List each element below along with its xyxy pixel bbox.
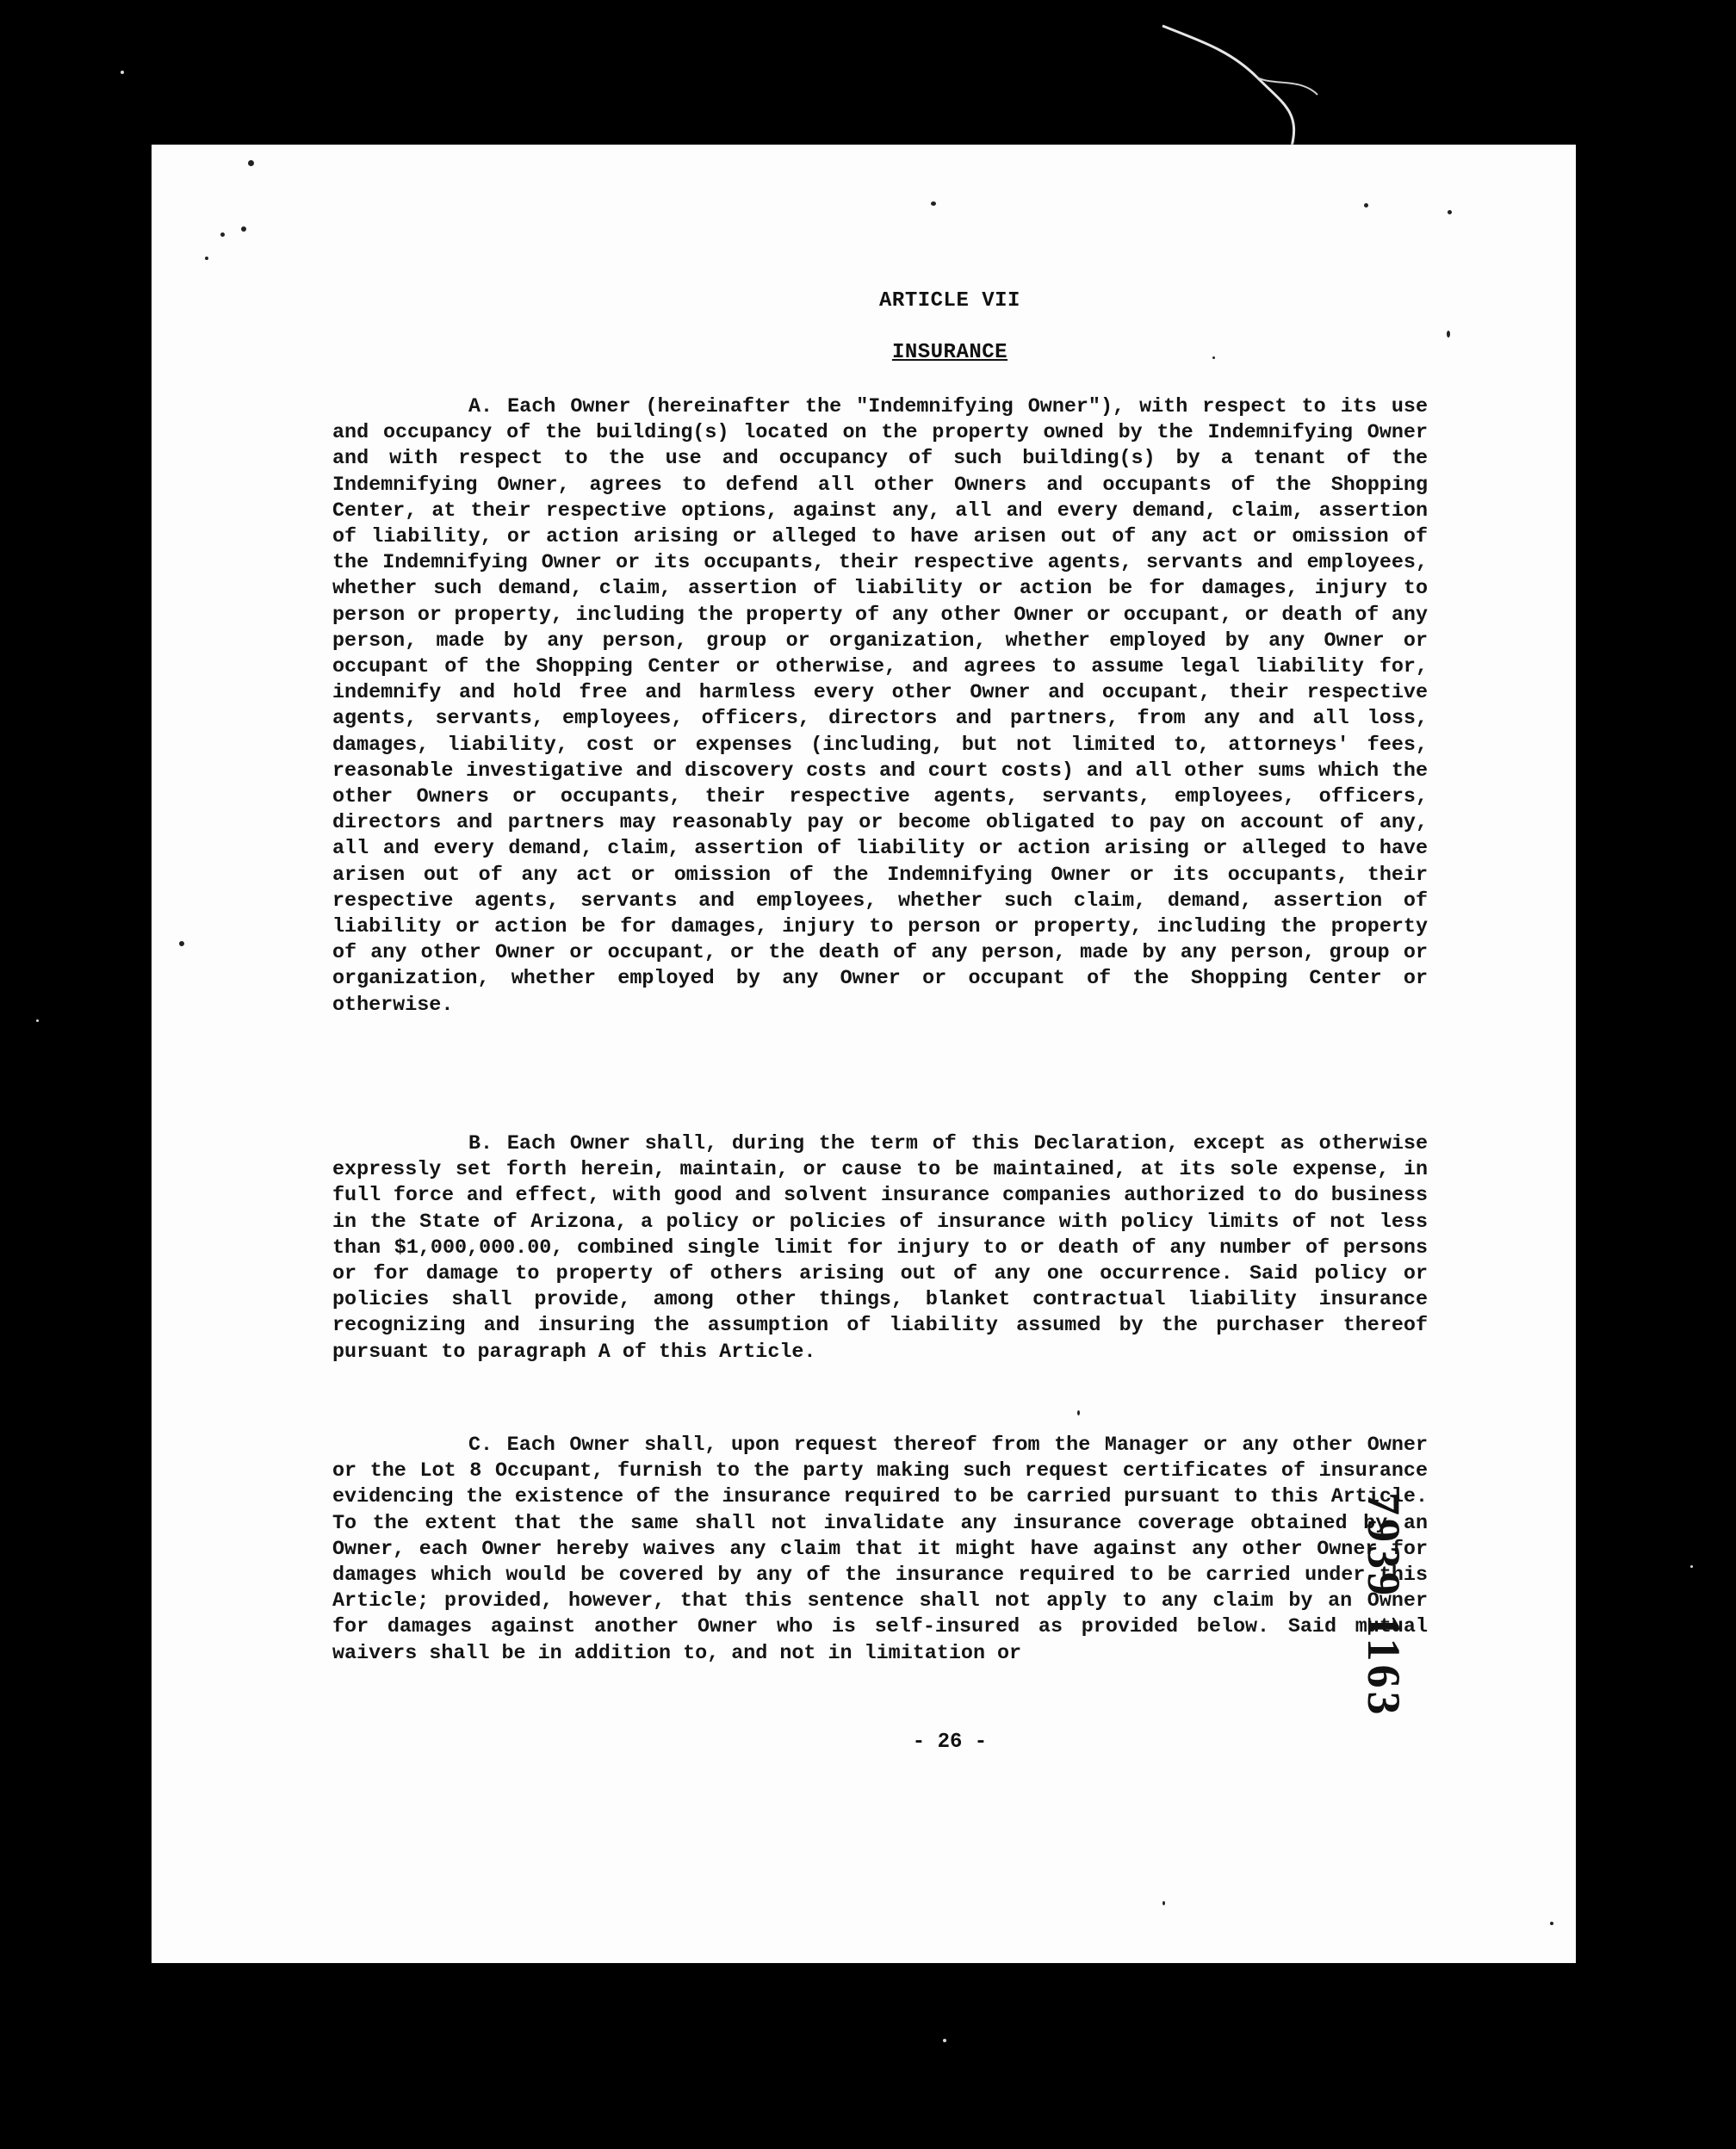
- paragraph-a: A. Each Owner (hereinafter the "Indemnifying Owner"), with respect to its use and occupancy of the building(s) located on the property owned by the Indemnifying Owner and with respect to the use and occupancy of such building(s) by a tenant of the Indemnifying Owner, agrees to defend all other Owners and occupants of the Shopping Center, at their respective options, against any, all and every demand, claim, assertion of liability, or action arising or alleged to have arisen out of any act or omission of the Indemnifying Owner or its occupants, their respective agents, servants and employees, whether such demand, claim, assertion of liability or action be for damages, injury to person or property, including the property of any other Owner or occupant, or death of any person, made by any person, group or organization, whether employed by any Owner or occupant of the Shopping Center or otherwise, and agrees to assume legal liability for, indemnify and hold free and harmless every other Owner and occupant, their respective agents, servants, employees, officers, directors and partners, from any and all loss, damages, liability, cost or expenses (including, but not limited to, attorneys' fees, reasonable investigative and discovery costs and court costs) and all other sums which the other Owners or occupants, their respective agents, servants, employees, officers, directors and partners may reasonably pay or become obligated to pay on account of any, all and every demand, claim, assertion of liability or action arising or alleged to have arisen out of any act or omission of the Indemnifying Owner or its occupants, their respective agents, servants and employees, whether such claim, demand, assertion of liability or action be for damages, injury to person or property, including the property of any other Owner or occupant, or the death of any person, made by any person, group or organization, whether employed by any Owner or occupant of the Shopping Center or otherwise.: [332, 396, 1428, 1017]
- scan-artifact-scratch: [1154, 17, 1326, 155]
- scan-speck: [36, 1019, 39, 1022]
- section-heading: INSURANCE: [891, 341, 1008, 364]
- scan-speck: [1364, 203, 1368, 207]
- scan-speck: [241, 226, 246, 232]
- scan-speck: [1077, 1410, 1080, 1415]
- document-page: [152, 145, 1576, 1963]
- scan-speck: [1550, 1922, 1553, 1925]
- scan-speck: [205, 257, 208, 260]
- scan-speck: [220, 232, 225, 237]
- scan-speck: [121, 71, 124, 74]
- scan-speck: [1448, 210, 1452, 214]
- scan-speck: [931, 201, 936, 206]
- scan-speck: [943, 2039, 946, 2042]
- scan-speck: [248, 160, 254, 166]
- recording-stamp: 7939 1163: [1358, 1492, 1410, 1719]
- scan-speck: [179, 941, 184, 946]
- paragraph-c: C. Each Owner shall, upon request thereof from the Manager or any other Owner or the Lot 8 Occupant, furnish to the party making such request certificates of insurance evidencing the existence of the insurance required to be carried pursuant to this Article. To the extent that the same shall not invalidate any insurance coverage obtained by an Owner, each Owner hereby waives any claim that it might have against any other Owner for damages which would be covered by any of the insurance required to be carried under this Article; provided, however, that this sentence shall not apply to any claim by an Owner for damages against another Owner who is self-insured as provided below. Said mutual waivers shall be in addition to, and not in limitation or: [332, 1434, 1428, 1665]
- page-number: - 26 -: [912, 1731, 988, 1754]
- scan-speck: [1690, 1565, 1693, 1568]
- paragraph-b: B. Each Owner shall, during the term of this Declaration, except as otherwise expressly set forth herein, maintain, or cause to be maintained, at its sole expense, in full force and effect, with good and solvent insurance companies authorized to do business in the State of Arizona, a policy or policies of insurance with policy limits of not less than $1,000,000.00, combined single limit for injury to or death of any number of persons or for damage to property of others arising out of any one occurrence. Said policy or policies shall provide, among other things, blanket contractual liability insurance recognizing and insuring the assumption of liability assumed by the purchaser thereof pursuant to paragraph A of this Article.: [332, 1133, 1428, 1364]
- article-heading: ARTICLE VII: [879, 289, 1020, 313]
- scan-speck: [1447, 331, 1450, 338]
- scan-speck: [1162, 1901, 1165, 1905]
